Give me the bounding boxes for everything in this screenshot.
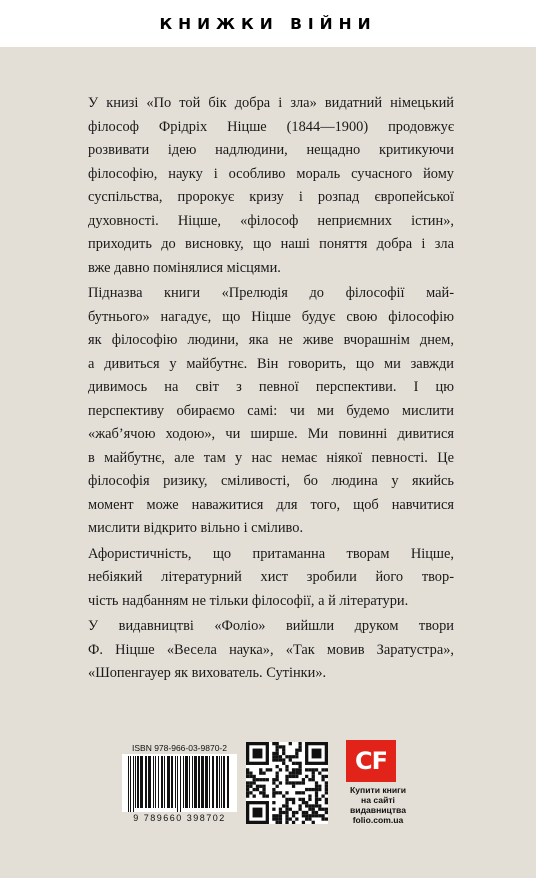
text-line: філософія ризику, сміливості, бо людина у якийсь [88, 473, 454, 489]
description-text [88, 92, 454, 686]
publisher-line: видавництва [350, 805, 406, 815]
text-line: У книзі «По той бік добра і зла» видатний німецький [88, 95, 454, 111]
text-line: філософію, науку і особливо мораль сучасного йому [88, 165, 454, 182]
text-line: У видавництві «Фоліо» вийшли друком твори [88, 618, 454, 634]
isbn-label: ISBN 978-966-03-9870-2 [132, 743, 227, 753]
text-line: філософ Фрідріх Ніцше (1844—1900) продовжує [88, 118, 454, 135]
folio-logo [346, 740, 396, 782]
text-line: небіякий літературний хист зробили його твор- [88, 569, 454, 585]
text-line: Афористичність, що притаманна творам Ніцше, [88, 545, 454, 562]
text-line: момент може наважитися для того, щоб навчитися [88, 496, 454, 513]
text-line: чість надбанням не тільки філософії, а й літератури. [88, 592, 409, 609]
isbn-barcode-block [122, 742, 237, 824]
text-line: «жаб’ячою ходою», чи ширше. Ми повинні дивитися [88, 426, 454, 442]
folio-logo-text: CF [354, 747, 387, 775]
text-line: перспективу обираємо самі: чи ми будемо мислити [88, 402, 454, 419]
text-line: приходить до висновку, що наші поняття добра і зла [88, 236, 454, 252]
publisher-line: Купити книги [349, 785, 406, 795]
text-line: вже давно помінялися місцями. [88, 259, 281, 276]
text-line: розвивати ідею надлюдини, нещадно критикуючи [88, 142, 454, 158]
publisher-website: folio.com.ua [352, 815, 404, 825]
barcode-icon [122, 754, 237, 812]
text-line: «Шопенгауер як вихователь. Сутінки». [88, 665, 327, 681]
barcode-digits: 9 789660 398702 [133, 813, 226, 823]
text-line: дивимось на світ з певної перспективи. І цю [88, 379, 454, 395]
text-line: а дивиться у майбутнє. Він говорить, що ми завжди [88, 355, 454, 372]
text-line: суспільства, пророкує кризу і розпад європейської [88, 189, 454, 205]
text-line: в майбутнє, але там у нас немає ніякої певності. Це [88, 449, 454, 466]
text-line: як філософію людини, яка не живе вчорашнім днем, [88, 332, 454, 348]
publisher-line: на сайті [361, 795, 395, 805]
series-title: КНИЖКИ ВІЙНИ [159, 14, 377, 33]
publisher-block [340, 740, 416, 828]
text-line: Підназва книги «Прелюдія до філософії май- [88, 285, 454, 301]
text-line: мислити відкрито вільно і сміливо. [88, 520, 304, 536]
text-line: бутнього» нагадує, що Ніцше будує свою філософію [88, 308, 454, 325]
text-line: духовності. Ніцше, «філософ неприємних істин», [88, 212, 454, 229]
text-line: Ф. Ніцше «Весела наука», «Так мовив Заратустра», [88, 641, 454, 658]
qr-code-icon [246, 742, 328, 824]
series-header [0, 0, 536, 47]
